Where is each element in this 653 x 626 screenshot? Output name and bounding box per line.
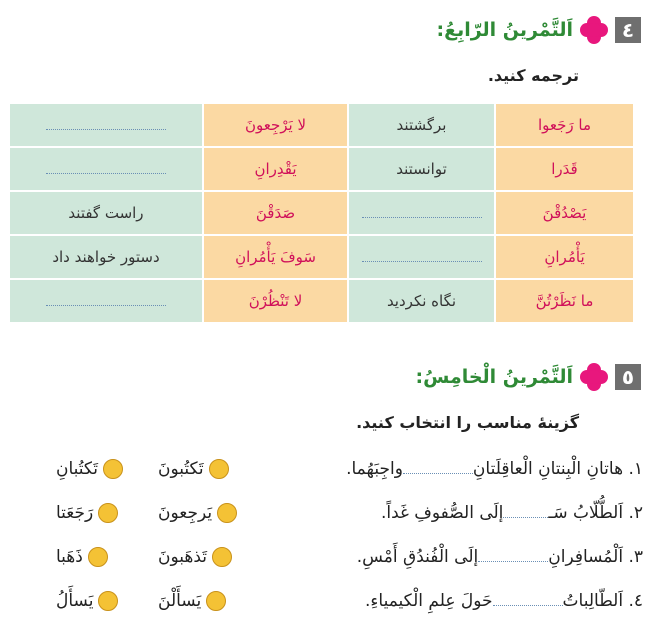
radio-option-1[interactable]: [209, 459, 229, 479]
question-number: ١.: [628, 459, 643, 479]
arabic-verb: يَأْمُرانِ: [544, 248, 585, 266]
table-cell: [9, 191, 203, 235]
option-1[interactable]: [158, 459, 229, 479]
question-before: هاتانِ الْبِنتانِ الْعاقِلَتانِ: [472, 459, 624, 479]
table-row: [9, 147, 634, 191]
table-cell: [9, 235, 203, 279]
table-cell: [348, 103, 495, 147]
translation-table: [8, 102, 635, 324]
persian-translation: توانستند: [396, 160, 447, 178]
table-cell: [495, 191, 634, 235]
exercise-4-heading: [437, 16, 642, 44]
question-text: [381, 503, 643, 523]
question-row: [10, 541, 643, 573]
arabic-verb: صَدَقْنَ: [255, 204, 296, 222]
question-number: ٢.: [628, 503, 643, 523]
arabic-verb: قَدَرا: [551, 160, 578, 178]
answer-blank[interactable]: [503, 509, 548, 518]
question-before: اَلطُّلّابُ سَـ: [548, 503, 624, 523]
option-2[interactable]: [56, 547, 108, 567]
table-row: [9, 279, 634, 323]
answer-blank[interactable]: [493, 597, 563, 606]
arabic-verb: لا تَنْظُرْنَ: [248, 292, 303, 310]
option-1-label: تَكتُبونَ: [158, 459, 204, 479]
question-after: واجِبَهُما.: [346, 459, 403, 479]
arabic-verb: ما رَجَعوا: [537, 116, 592, 134]
radio-option-2[interactable]: [98, 503, 118, 523]
answer-blank-cell[interactable]: [348, 191, 495, 235]
persian-translation: نگاه نکردید: [386, 292, 457, 310]
arabic-verb: لا يَرْجِعونَ: [244, 116, 307, 134]
table-cell: [495, 279, 634, 323]
table-row: [9, 191, 634, 235]
radio-option-2[interactable]: [88, 547, 108, 567]
option-2-label: رَجَعَتا: [56, 503, 94, 523]
table-cell: [348, 279, 495, 323]
radio-option-1[interactable]: [212, 547, 232, 567]
question-number: ٣.: [628, 547, 643, 567]
flower-icon: [579, 363, 609, 391]
question-before: اَلْمُسافِرانِ: [548, 547, 624, 567]
option-2-label: تَكتُبانِ: [56, 459, 99, 479]
question-text: [346, 459, 643, 479]
answer-blank[interactable]: [403, 465, 473, 474]
option-2-label: يَسأَلُ: [56, 591, 94, 611]
exercise-5-heading: [415, 363, 641, 391]
option-1-label: يَسأَلْنَ: [158, 591, 202, 611]
radio-option-2[interactable]: [103, 459, 123, 479]
question-row: [10, 497, 643, 529]
option-1[interactable]: [158, 547, 232, 567]
arabic-verb: ما نَظَرْتُنَّ: [535, 292, 594, 310]
radio-option-2[interactable]: [98, 591, 118, 611]
option-1-label: تَذهَبونَ: [158, 547, 208, 567]
question-after: إلَى الصُّفوفِ غَداً.: [380, 503, 504, 523]
answer-blank-cell[interactable]: [348, 235, 495, 279]
question-row: [10, 453, 643, 485]
question-after: حَولَ عِلمِ الْكيمياءِ.: [365, 591, 493, 611]
answer-blank-cell[interactable]: [9, 103, 203, 147]
exercise-5-title: اَلتَّمْرينُ الْخامِسُ:: [415, 366, 573, 388]
answer-blank-cell[interactable]: [9, 147, 203, 191]
table-cell: [203, 191, 348, 235]
exercise-4-instruction: ترجمه کنید.: [487, 66, 579, 85]
table-cell: [495, 235, 634, 279]
table-cell: [495, 147, 634, 191]
table-cell: [203, 147, 348, 191]
table-row: [9, 235, 634, 279]
table-cell: [203, 279, 348, 323]
arabic-verb: يَصْدُقْنَ: [542, 204, 587, 222]
option-1[interactable]: [158, 591, 226, 611]
option-1-label: يَرجِعونَ: [158, 503, 213, 523]
question-row: [10, 585, 643, 617]
table-cell: [203, 235, 348, 279]
table-cell: [348, 147, 495, 191]
table-cell: [203, 103, 348, 147]
flower-icon: [579, 16, 609, 44]
answer-blank[interactable]: [478, 553, 548, 562]
exercise-5-instruction: گزينۀ مناسب را انتخاب كنيد.: [356, 413, 579, 432]
question-number: ٤.: [628, 591, 643, 611]
exercise-4-number: ٤: [615, 17, 641, 43]
option-1[interactable]: [158, 503, 237, 523]
exercise-5-number: ٥: [615, 364, 641, 390]
arabic-verb: سَوفَ يَأْمُرانِ: [235, 248, 316, 266]
table-cell: [495, 103, 634, 147]
question-before: اَلطّالِباتُ: [562, 591, 624, 611]
persian-translation: دستور خواهند داد: [52, 248, 160, 266]
option-2[interactable]: [56, 459, 123, 479]
option-2[interactable]: [56, 591, 118, 611]
question-after: إلَى الْفُندُقِ أَمْسِ.: [356, 547, 479, 567]
option-2[interactable]: [56, 503, 118, 523]
radio-option-1[interactable]: [206, 591, 226, 611]
persian-translation: راست گفتند: [68, 204, 144, 222]
arabic-verb: يَقْدِرانِ: [254, 160, 297, 178]
answer-blank-cell[interactable]: [9, 279, 203, 323]
option-2-label: ذَهَبا: [56, 547, 83, 567]
table-row: [9, 103, 634, 147]
exercise-4-title: اَلتَّمْرينُ الرّابِعُ:: [436, 19, 573, 41]
question-text: [357, 547, 643, 567]
persian-translation: برگشتند: [396, 116, 447, 134]
question-text: [365, 591, 643, 611]
radio-option-1[interactable]: [217, 503, 237, 523]
